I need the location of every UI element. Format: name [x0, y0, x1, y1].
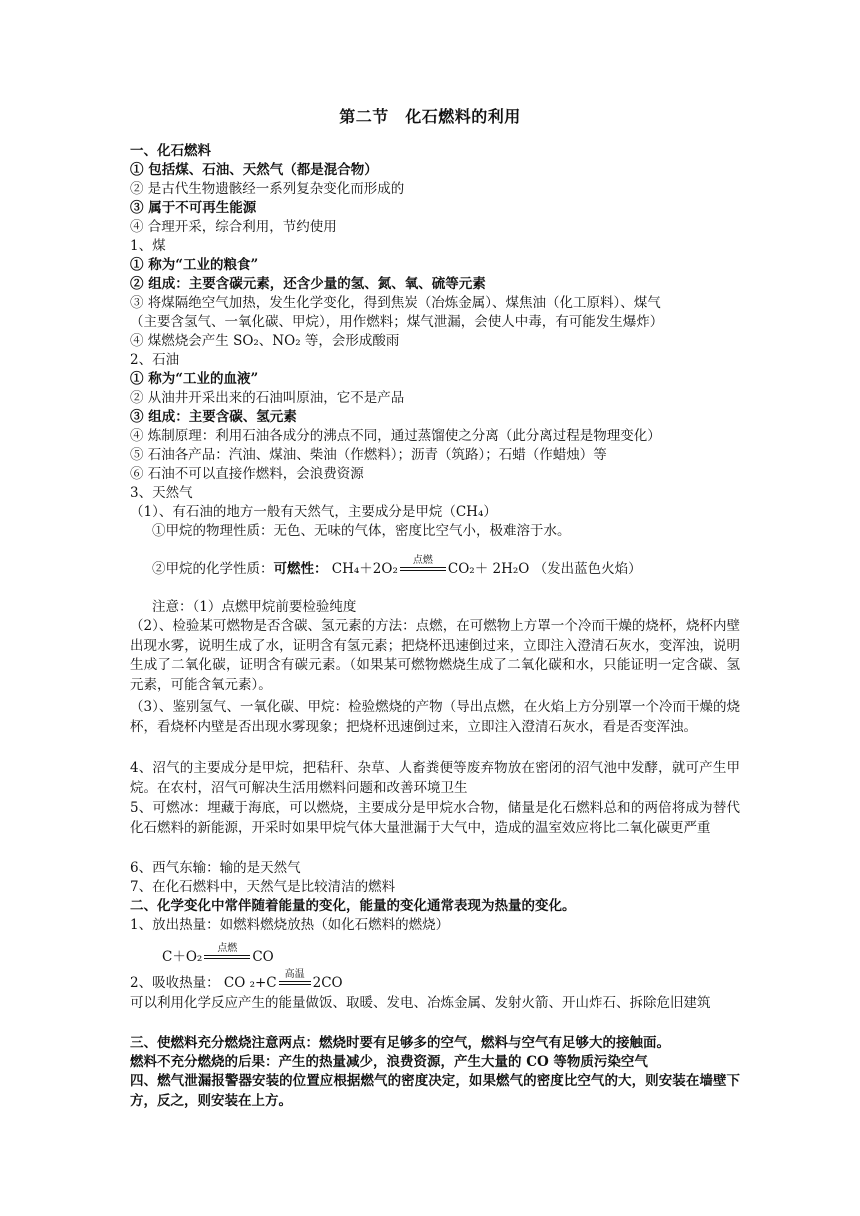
list-item: ② 从油井开采出来的石油叫原油，它不是产品 [130, 390, 405, 406]
paragraph: 燃料不充分燃烧的后果：产生的热量减少，浪费资源，产生大量的 CO 等物质污染空气 [130, 1054, 648, 1070]
list-item: ① 称为“工业的血液” [130, 371, 259, 387]
equation-condition: 高温 [279, 975, 311, 989]
paragraph: 4、沼气的主要成分是甲烷，把秸秆、杂草、人畜粪便等废弃物放在密闭的沼气池中发酵，就可产生甲烷。在农村，沼气可解决生活用燃料问题和改善环境卫生 [130, 760, 740, 796]
paragraph: （1）、有石油的地方一般有天然气，主要成分是甲烷（CH₄） [130, 504, 497, 520]
list-item: ② 组成：主要含碳元素，还含少量的氢、氮、氧、硫等元素 [130, 276, 486, 292]
list-item: ① 包括煤、石油、天然气（都是混合物） [130, 162, 378, 178]
equation-condition: 点燃 [204, 949, 250, 963]
paragraph: （3）、鉴别氢气、一氧化碳、甲烷：检验燃烧的产物（导出点燃，在火焰上方分别罩一个冷而干燥的烧杯，看烧杯内壁是否出现水雾现象；把烧杯迅速倒过来，立即注入澄清石灰水，看是否变浑浊。 [130, 699, 740, 735]
section-heading: 三、使燃料充分燃烧注意两点：燃烧时要有足够多的空气，燃料与空气有足够大的接触面。 [130, 1035, 670, 1051]
list-item: ③ 组成：主要含碳、氢元素 [130, 409, 297, 425]
list-item: ③ 将煤隔绝空气加热，发生化学变化，得到焦炭（冶炼金属）、煤焦油（化工原料）、煤气 [130, 295, 661, 311]
paragraph: 1、放出热量：如燃料燃烧放热（如化石燃料的燃烧） [130, 917, 450, 933]
list-item: ④ 炼制原理：利用石油各成分的沸点不同，通过蒸馏使之分离（此分离过程是物理变化） [130, 428, 661, 444]
list-item: ⑤ 石油各产品：汽油、煤油、柴油（作燃料）；沥青（筑路）；石蜡（作蜡烛）等 [130, 447, 607, 463]
equation-condition: 点燃 [400, 561, 446, 575]
page-title: 第二节 化石燃料的利用 [339, 107, 521, 126]
methane-equation: ②甲烷的化学性质：可燃性： CH₄＋2O₂ 点燃 CO₂＋ 2H₂O （发出蓝色火焰） [152, 555, 642, 577]
co-equation: 2、吸收热量： CO ₂+C 高温 2CO [130, 969, 343, 991]
subsection-heading: 2、石油 [130, 352, 180, 368]
paragraph: 5、可燃冰：埋藏于海底，可以燃烧，主要成分是甲烷水合物，储量是化石燃料总和的两倍将成为替代化石燃料的新能源，开采时如果甲烷气体大量泄漏于大气中，造成的温室效应将比二氧化碳更严重 [130, 800, 740, 836]
paragraph: 7、在化石燃料中，天然气是比较清洁的燃料 [130, 879, 396, 895]
list-item: ① 称为“工业的粮食” [130, 257, 259, 273]
list-item: ④ 煤燃烧会产生 SO₂、NO₂ 等，会形成酸雨 [130, 333, 400, 349]
paragraph: （2）、检验某可燃物是否含碳、氢元素的方法：点燃，在可燃物上方罩一个冷而干燥的烧杯，烧杯内壁出现水雾，说明生成了水，证明含有氢元素；把烧杯迅速倒过来，立即注入澄清石灰水，变浑浊，说明生成了二氧化碳，证明含有碳元素。（如果某可燃物燃烧生成了二氧化碳和水，只能证明一定含碳、氢元素，可能含氧元素）。 [130, 618, 740, 693]
subsection-heading: 1、煤 [130, 238, 166, 254]
list-item: ⑥ 石油不可以直接作燃料，会浪费资源 [130, 466, 364, 482]
section-heading: 一、化石燃料 [130, 143, 211, 159]
list-item: ④ 合理开采，综合利用，节约使用 [130, 219, 337, 235]
paragraph: ①甲烷的物理性质：无色、无味的气体，密度比空气小，极难溶于水。 [152, 523, 571, 539]
section-heading: 二、化学变化中常伴随着能量的变化，能量的变化通常表现为热量的变化。 [130, 898, 576, 914]
paragraph: 可以利用化学反应产生的能量做饭、取暖、发电、冶炼金属、发射火箭、开山炸石、拆除危旧建筑 [130, 995, 711, 1011]
subsection-heading: 3、天然气 [130, 485, 193, 501]
list-item: ② 是古代生物遗骸经一系列复杂变化而形成的 [130, 181, 405, 197]
list-item-continuation: （主要含氢气、一氧化碳、甲烷），用作燃料；煤气泄漏，会使人中毒，有可能发生爆炸） [130, 314, 664, 330]
carbon-equation: C＋O₂ 点燃 CO [162, 943, 274, 965]
list-item: ③ 属于不可再生能源 [130, 200, 257, 216]
note: 注意：（1）点燃甲烷前要检验纯度 [152, 599, 357, 615]
section-heading: 四、燃气泄漏报警器安装的位置应根据燃气的密度决定，如果燃气的密度比空气的大，则安装在墙壁下方，反之，则安装在上方。 [130, 1073, 740, 1109]
paragraph: 6、西气东输：输的是天然气 [130, 860, 301, 876]
